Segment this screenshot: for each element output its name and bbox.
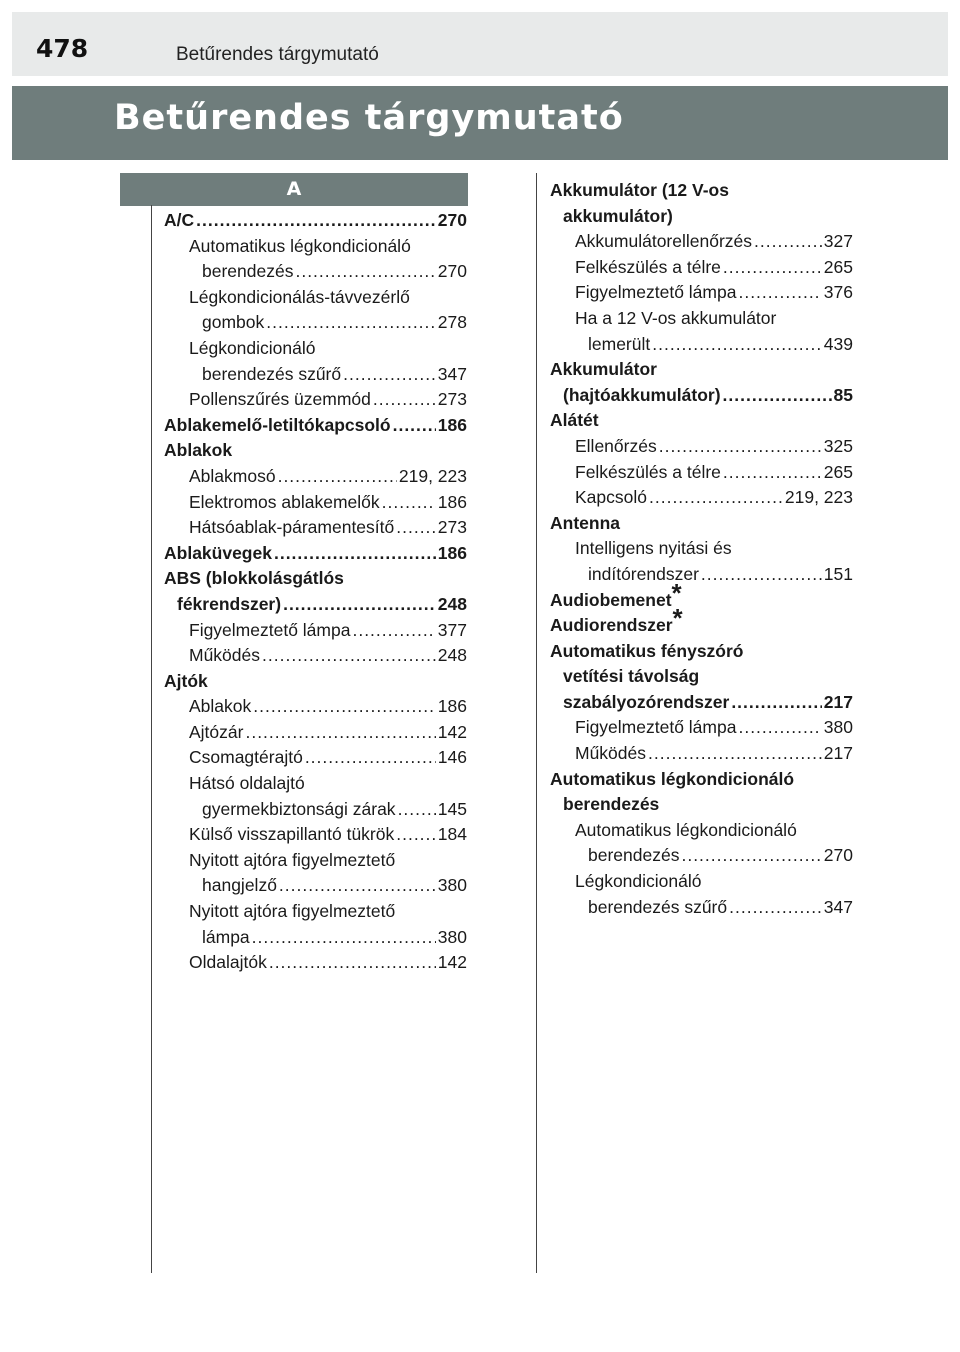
index-entry-page: 186 <box>437 696 467 717</box>
index-entry-term: Akkumulátor (12 V-os <box>550 180 729 200</box>
index-entry-term: Automatikus légkondicionáló <box>575 819 797 840</box>
index-entry <box>550 511 853 537</box>
index-entry <box>563 690 853 716</box>
index-entry <box>164 438 467 464</box>
index-entry <box>189 745 467 771</box>
index-entry-page: 377 <box>437 619 467 640</box>
index-entry-term: Akkumulátorellenőrzés <box>575 231 753 252</box>
leader-dots <box>352 618 435 644</box>
index-entry-term: Ha a 12 V-os akkumulátor <box>575 307 777 328</box>
index-entry <box>189 387 467 413</box>
column-divider-right <box>536 173 537 1273</box>
leader-dots <box>701 562 822 588</box>
leader-dots <box>196 208 436 234</box>
index-entry-term: Ajtók <box>164 670 208 691</box>
index-entry-term: Figyelmeztető lámpa <box>189 619 351 640</box>
index-entry <box>575 434 853 460</box>
column-divider-left <box>151 205 152 1273</box>
leader-dots <box>262 643 436 669</box>
index-entry-term: (hajtóakkumulátor) <box>563 384 721 405</box>
index-entry-term: vetítési távolság <box>563 666 700 687</box>
index-entry <box>189 950 467 976</box>
index-entry <box>164 541 467 567</box>
index-entry-page: 217 <box>823 691 853 712</box>
page-number: 478 <box>36 34 89 63</box>
index-entry-term: fékrendszer) <box>177 593 282 614</box>
index-entry-term: Figyelmeztető lámpa <box>575 282 737 303</box>
index-entry-term: Ablakok <box>189 696 252 717</box>
index-entry-term: Ablakok <box>164 440 233 461</box>
index-entry-page: 85 <box>833 384 853 405</box>
index-entry <box>563 383 853 409</box>
index-entry-term: Elektromos ablakemelők <box>189 491 380 512</box>
index-entry-page: 278 <box>437 312 467 333</box>
index-entry-term: Ajtózár <box>189 721 244 742</box>
index-entry-term: indítórendszer <box>588 563 699 584</box>
index-entry <box>189 464 467 490</box>
index-entry <box>202 259 467 285</box>
index-entry <box>164 669 467 695</box>
index-entry <box>202 873 467 899</box>
index-entry-term: Automatikus légkondicionáló <box>550 768 795 789</box>
index-column-left <box>164 208 467 976</box>
index-entry <box>189 720 467 746</box>
leader-dots <box>252 925 436 951</box>
index-entry <box>189 643 467 669</box>
leader-dots <box>731 690 821 716</box>
index-entry-page: 186 <box>437 491 467 512</box>
leader-dots <box>283 592 436 618</box>
index-entry-page: 347 <box>823 896 853 917</box>
index-entry-page: 265 <box>823 256 853 277</box>
index-entry-page: 327 <box>823 231 853 252</box>
index-entry-page: 248 <box>437 645 467 666</box>
index-entry-term: akkumulátor) <box>563 205 673 226</box>
index-entry-term: Ablakemelő-letiltókapcsoló <box>164 414 391 435</box>
index-entry-term: Audiorendszer <box>550 615 673 636</box>
index-entry-term: Működés <box>575 743 647 764</box>
index-entry-term: Légkondicionáló <box>189 337 316 358</box>
index-entry-term: berendezés <box>588 845 680 866</box>
index-entry-term: berendezés <box>202 261 294 282</box>
header-bar <box>12 12 948 76</box>
leader-dots <box>279 873 436 899</box>
index-entry <box>550 577 853 614</box>
leader-dots <box>373 387 436 413</box>
index-entry-term: gyermekbiztonsági zárak <box>202 798 396 819</box>
index-entry-page: 146 <box>437 747 467 768</box>
index-entry-page: 270 <box>437 210 467 230</box>
index-entry-term: Ablakmosó <box>189 465 276 486</box>
index-entry-term: Pollenszűrés üzemmód <box>189 389 371 410</box>
leader-dots <box>343 362 436 388</box>
index-entry-page: 248 <box>437 593 467 614</box>
leader-dots <box>659 434 822 460</box>
index-entry <box>563 664 853 690</box>
index-entry-term: Működés <box>189 645 261 666</box>
index-entry <box>189 694 467 720</box>
index-entry <box>575 460 853 486</box>
index-entry <box>189 285 467 311</box>
index-entry-term: Ellenőrzés <box>575 435 657 456</box>
leader-dots <box>266 310 436 336</box>
index-entry <box>189 515 467 541</box>
leader-dots <box>274 541 436 567</box>
index-entry <box>575 306 853 332</box>
index-entry <box>588 562 853 588</box>
index-entry-term: berendezés szűrő <box>202 363 342 384</box>
leader-dots <box>269 950 436 976</box>
index-entry <box>563 204 853 230</box>
index-entry <box>588 332 853 358</box>
index-entry <box>550 357 853 383</box>
leader-dots <box>295 259 435 285</box>
index-entry-term: A/C <box>164 210 195 230</box>
index-entry <box>189 771 467 797</box>
index-entry-page: 380 <box>437 926 467 947</box>
leader-dots <box>382 490 436 516</box>
index-entry <box>189 822 467 848</box>
index-entry-term: Automatikus légkondicionáló <box>189 235 411 256</box>
index-entry-term: ABS (blokkolásgátlós <box>164 568 344 589</box>
index-entry-page: 270 <box>823 845 853 866</box>
leader-dots <box>723 383 832 409</box>
index-entry-page: 217 <box>823 743 853 764</box>
leader-dots <box>723 255 822 281</box>
index-entry-page: 142 <box>437 952 467 973</box>
index-entry-page: 325 <box>823 435 853 456</box>
index-entry <box>189 618 467 644</box>
index-entry-term: hangjelző <box>202 875 277 896</box>
index-entry-term: Alátét <box>550 410 599 431</box>
leader-dots <box>648 741 822 767</box>
index-entry-page: 142 <box>437 721 467 742</box>
index-entry-term: Felkészülés a télre <box>575 461 721 482</box>
index-entry <box>575 869 853 895</box>
index-entry-page: 219, 223 <box>784 487 853 508</box>
index-entry <box>550 767 853 793</box>
leader-dots <box>305 745 436 771</box>
index-entry <box>189 234 467 260</box>
index-entry <box>202 925 467 951</box>
leader-dots <box>652 332 822 358</box>
index-entry-page: 145 <box>437 798 467 819</box>
index-entry-page: 376 <box>823 282 853 303</box>
leader-dots <box>396 822 436 848</box>
index-entry <box>588 843 853 869</box>
running-title: Betűrendes tárgymutató <box>176 44 379 65</box>
index-entry-term: Hátsóablak-páramentesítő <box>189 517 395 538</box>
section-letter-heading: A <box>120 173 468 206</box>
leader-dots <box>398 797 436 823</box>
index-entry-term: Nyitott ajtóra figyelmeztető <box>189 901 396 922</box>
index-entry-term: gombok <box>202 312 265 333</box>
index-entry <box>202 362 467 388</box>
index-entry-term: Légkondicionálás-távvezérlő <box>189 286 410 307</box>
index-entry-term: szabályozórendszer <box>563 691 730 712</box>
index-entry-term: Felkészülés a télre <box>575 256 721 277</box>
index-entry <box>575 818 853 844</box>
index-entry-term: Antenna <box>550 512 620 533</box>
page-title: Betűrendes tárgymutató <box>114 98 624 138</box>
index-entry <box>550 178 853 204</box>
index-entry-term: Nyitott ajtóra figyelmeztető <box>189 849 396 870</box>
index-entry <box>189 899 467 925</box>
index-entry <box>575 485 853 511</box>
index-entry <box>164 208 467 234</box>
index-entry-page: 380 <box>823 717 853 738</box>
leader-dots <box>393 413 436 439</box>
index-entry <box>189 848 467 874</box>
index-entry-term: Ablaküvegek <box>164 542 272 563</box>
index-entry <box>588 895 853 921</box>
index-entry-page: 184 <box>437 824 467 845</box>
index-entry-page: 380 <box>437 875 467 896</box>
index-entry-term: lemerült <box>588 333 651 354</box>
index-entry-term: Légkondicionáló <box>575 871 702 892</box>
index-entry <box>189 490 467 516</box>
leader-dots <box>738 715 821 741</box>
index-entry-term: Csomagtérajtó <box>189 747 303 768</box>
leader-dots <box>245 720 435 746</box>
index-entry <box>202 310 467 336</box>
index-entry <box>575 715 853 741</box>
leader-dots <box>738 280 821 306</box>
index-entry-term: lámpa <box>202 926 250 947</box>
index-entry-page: 273 <box>437 389 467 410</box>
index-entry <box>575 255 853 281</box>
leader-dots <box>729 895 822 921</box>
index-entry <box>202 797 467 823</box>
index-entry-term: Intelligens nyitási és <box>575 538 732 559</box>
leader-dots <box>278 464 397 490</box>
index-column-right <box>550 178 853 920</box>
index-entry <box>189 336 467 362</box>
index-entry <box>575 536 853 562</box>
index-entry-term: Hátsó oldalajtó <box>189 773 305 794</box>
index-entry-page: 439 <box>823 333 853 354</box>
index-entry-term: Automatikus fényszóró <box>550 640 744 661</box>
index-entry-page: 273 <box>437 517 467 538</box>
index-entry-page: 186 <box>437 542 467 563</box>
leader-dots <box>754 229 822 255</box>
leader-dots <box>681 843 821 869</box>
index-entry-page: 270 <box>437 261 467 282</box>
index-entry <box>177 592 467 618</box>
index-entry-page: 219, 223 <box>398 465 467 486</box>
leader-dots <box>723 460 822 486</box>
index-entry-page: 265 <box>823 461 853 482</box>
leader-dots <box>253 694 436 720</box>
index-entry-term: Kapcsoló <box>575 487 647 508</box>
index-entry-page: 151 <box>823 563 853 584</box>
leader-dots <box>649 485 783 511</box>
index-entry <box>164 413 467 439</box>
index-entry-term: Oldalajtók <box>189 952 267 973</box>
footnote-asterisk: * <box>671 577 682 608</box>
index-entry-term: Audiobemenet <box>550 589 672 610</box>
footnote-asterisk: * <box>672 603 683 634</box>
index-entry-term: berendezés szűrő <box>588 896 728 917</box>
leader-dots <box>396 515 436 541</box>
index-entry <box>550 639 853 665</box>
index-entry <box>575 280 853 306</box>
index-entry-term: Külső visszapillantó tükrök <box>189 824 395 845</box>
index-entry <box>563 792 853 818</box>
index-entry <box>550 408 853 434</box>
index-entry-term: Akkumulátor <box>550 359 657 380</box>
index-entry <box>575 741 853 767</box>
index-entry-page: 186 <box>437 414 467 435</box>
index-entry <box>575 229 853 255</box>
index-entry-term: Figyelmeztető lámpa <box>575 717 737 738</box>
index-entry <box>164 566 467 592</box>
index-entry-page: 347 <box>437 363 467 384</box>
index-entry-term: berendezés <box>563 794 660 815</box>
index-entry <box>550 603 853 639</box>
